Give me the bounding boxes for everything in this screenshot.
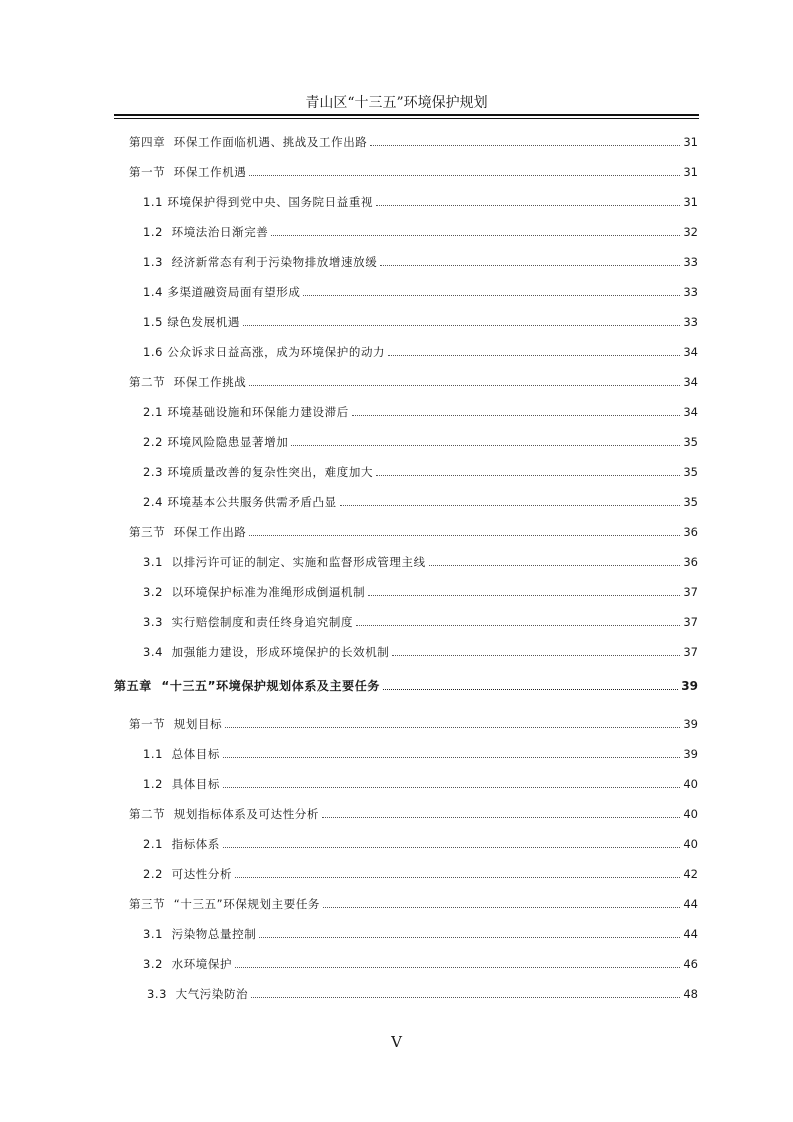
toc-entry-title: 3.2 水环境保护 <box>143 957 233 971</box>
toc-entry-subsection[interactable] <box>143 610 698 630</box>
toc-entry-title: 第一节 环保工作机遇 <box>129 165 247 179</box>
toc-entry-page: 37 <box>683 645 698 659</box>
toc-entry-title: 3.3 实行赔偿制度和责任终身追究制度 <box>143 615 354 629</box>
toc-entry-section[interactable] <box>129 160 698 180</box>
toc-entry-title: 2.2 可达性分析 <box>143 867 233 881</box>
toc-leader <box>259 937 680 938</box>
toc-leader <box>383 689 678 690</box>
toc-entry-page: 34 <box>683 405 698 419</box>
toc-entry-page: 35 <box>683 495 698 509</box>
toc-leader <box>303 295 680 296</box>
toc-entry-subsection[interactable] <box>143 640 698 660</box>
toc-entry-subsection[interactable] <box>143 340 698 360</box>
toc-entry-title: 2.3 环境质量改善的复杂性突出，难度加大 <box>143 465 374 479</box>
toc-entry-title: 1.5 绿色发展机遇 <box>143 315 240 329</box>
toc-leader <box>340 505 681 506</box>
toc-entry-title: 1.1 总体目标 <box>143 747 220 761</box>
toc-entry-title: 3.3 大气污染防治 <box>147 987 249 1001</box>
toc-entry-subsection[interactable] <box>143 220 698 240</box>
toc-entry-title: 3.1 污染物总量控制 <box>143 927 257 941</box>
toc-leader <box>291 445 680 446</box>
toc-entry-page: 34 <box>683 345 698 359</box>
toc-entry-title: 第二节 规划指标体系及可达性分析 <box>129 807 320 821</box>
toc-leader <box>243 325 680 326</box>
toc-entry-title: 1.2 具体目标 <box>143 777 220 791</box>
toc-entry-page: 44 <box>683 927 698 941</box>
toc-leader <box>249 385 680 386</box>
toc-entry-title: 2.4 环境基本公共服务供需矛盾凸显 <box>143 495 337 509</box>
toc-entry-page: 32 <box>683 225 698 239</box>
header-rule-thin <box>114 118 699 119</box>
toc-entry-subsection[interactable] <box>143 310 698 330</box>
toc-leader <box>352 415 681 416</box>
toc-entry-page: 36 <box>683 555 698 569</box>
toc-entry-title: 3.1 以排污许可证的制定、实施和监督形成管理主线 <box>143 555 426 569</box>
toc-entry-page: 37 <box>683 585 698 599</box>
page-number: V <box>391 1033 402 1051</box>
toc-entry-page: 31 <box>683 195 698 209</box>
toc-entry-chapter-4[interactable] <box>129 130 698 150</box>
toc-entry-chapter-5[interactable] <box>114 674 698 694</box>
toc-entry-section[interactable] <box>129 520 698 540</box>
toc-entry-title: 2.1 指标体系 <box>143 837 220 851</box>
toc-entry-page: 37 <box>683 615 698 629</box>
toc-entry-subsection[interactable] <box>147 982 698 1002</box>
toc-leader <box>322 817 680 818</box>
toc-entry-title: 2.1 环境基础设施和环保能力建设滞后 <box>143 405 349 419</box>
toc-entry-title: 1.2 环境法治日渐完善 <box>143 225 269 239</box>
toc-entry-page: 35 <box>683 465 698 479</box>
toc-leader <box>225 727 680 728</box>
toc-entry-title: 3.4 加强能力建设，形成环境保护的长效机制 <box>143 645 390 659</box>
toc-entry-page: 39 <box>681 679 698 693</box>
toc-leader <box>271 235 680 236</box>
toc-leader <box>429 565 681 566</box>
toc-entry-page: 44 <box>683 897 698 911</box>
toc-leader <box>376 205 680 206</box>
toc-entry-page: 48 <box>683 987 698 1001</box>
toc-entry-title: 1.3 经济新常态有利于污染物排放增速放缓 <box>143 255 378 269</box>
toc-leader <box>368 595 680 596</box>
toc-entry-subsection[interactable] <box>143 742 698 762</box>
toc-entry-page: 40 <box>683 837 698 851</box>
toc-entry-subsection[interactable] <box>143 550 698 570</box>
toc-leader <box>392 655 680 656</box>
toc-entry-subsection[interactable] <box>143 952 698 972</box>
toc-entry-section[interactable] <box>129 892 698 912</box>
toc-entry-page: 31 <box>683 135 698 149</box>
toc-leader <box>370 145 680 146</box>
toc-entry-page: 33 <box>683 315 698 329</box>
toc-entry-section[interactable] <box>129 712 698 732</box>
toc-entry-title: 1.4 多渠道融资局面有望形成 <box>143 285 301 299</box>
toc-entry-subsection[interactable] <box>143 190 698 210</box>
toc-entry-title: 3.2 以环境保护标准为准绳形成倒逼机制 <box>143 585 366 599</box>
toc-entry-page: 39 <box>683 717 698 731</box>
header-rule-thick <box>114 114 699 116</box>
toc-entry-subsection[interactable] <box>143 580 698 600</box>
toc-entry-page: 40 <box>683 777 698 791</box>
toc-entry-subsection[interactable] <box>143 862 698 882</box>
toc-entry-title: 第一节 规划目标 <box>129 717 223 731</box>
toc-entry-title: 第三节 环保工作出路 <box>129 525 247 539</box>
toc-entry-page: 34 <box>683 375 698 389</box>
toc-entry-title: 第四章 环保工作面临机遇、挑战及工作出路 <box>129 135 368 149</box>
toc-leader <box>356 625 680 626</box>
toc-entry-subsection[interactable] <box>143 250 698 270</box>
toc-leader <box>235 877 680 878</box>
toc-leader <box>235 967 680 968</box>
toc-entry-page: 31 <box>683 165 698 179</box>
toc-entry-subsection[interactable] <box>143 460 698 480</box>
toc-entry-subsection[interactable] <box>143 772 698 792</box>
toc-leader <box>223 847 680 848</box>
toc-entry-title: 第五章 “十三五”环境保护规划体系及主要任务 <box>114 679 380 693</box>
toc-entry-subsection[interactable] <box>143 400 698 420</box>
toc-entry-title: 第二节 环保工作挑战 <box>129 375 247 389</box>
toc-entry-page: 35 <box>683 435 698 449</box>
toc-entry-title: 第三节 “十三五”环保规划主要任务 <box>129 897 321 911</box>
toc-leader <box>323 907 680 908</box>
toc-entry-page: 39 <box>683 747 698 761</box>
toc-leader <box>380 265 680 266</box>
toc-entry-page: 33 <box>683 285 698 299</box>
toc-leader <box>223 787 680 788</box>
running-header-title: 青山区“十三五”环境保护规划 <box>305 95 488 111</box>
toc-leader <box>249 175 680 176</box>
toc-entry-section[interactable] <box>129 370 698 390</box>
toc-entry-subsection[interactable] <box>143 430 698 450</box>
toc-entry-page: 46 <box>683 957 698 971</box>
toc-entry-title: 1.6 公众诉求日益高涨，成为环境保护的动力 <box>143 345 386 359</box>
toc-leader <box>376 475 680 476</box>
toc-entry-page: 33 <box>683 255 698 269</box>
toc-entry-title: 1.1 环境保护得到党中央、国务院日益重视 <box>143 195 374 209</box>
toc-entry-subsection[interactable] <box>143 490 698 510</box>
toc-leader <box>251 997 680 998</box>
toc-entry-section[interactable] <box>129 802 698 822</box>
toc-entry-page: 40 <box>683 807 698 821</box>
toc-entry-page: 42 <box>683 867 698 881</box>
toc-leader <box>388 355 680 356</box>
toc-leader <box>223 757 680 758</box>
toc-leader <box>249 535 680 536</box>
toc-entry-subsection[interactable] <box>143 922 698 942</box>
toc-entry-title: 2.2 环境风险隐患显著增加 <box>143 435 289 449</box>
toc-entry-page: 36 <box>683 525 698 539</box>
toc-entry-subsection[interactable] <box>143 280 698 300</box>
toc-entry-subsection[interactable] <box>143 832 698 852</box>
